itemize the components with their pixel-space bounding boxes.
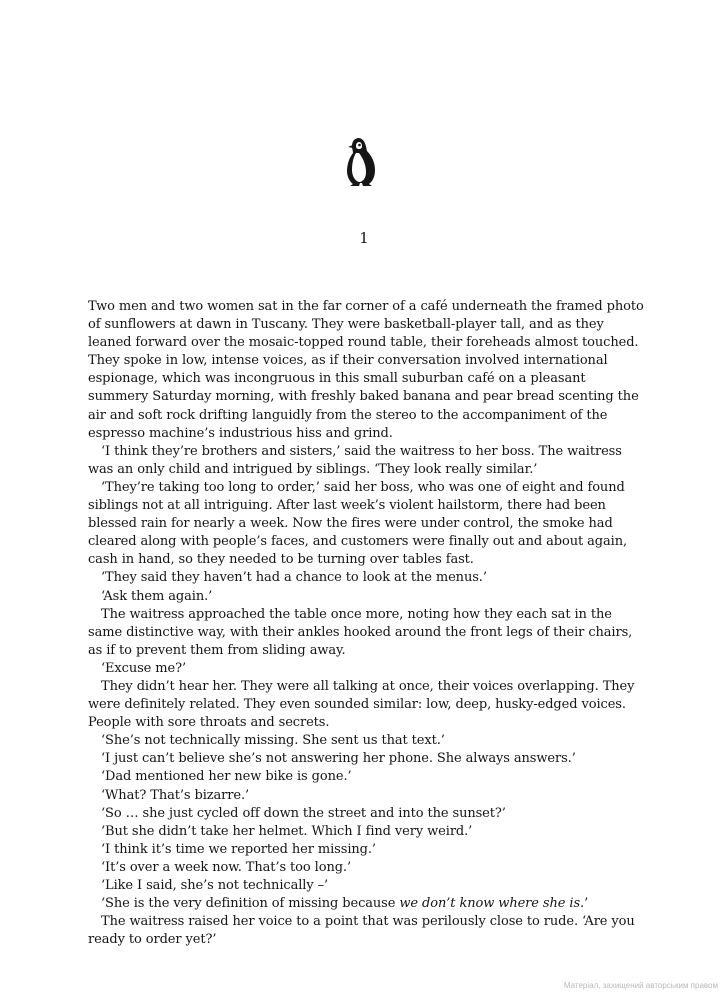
paragraph: ‘It’s over a week now. That’s too long.’ <box>101 859 352 875</box>
paragraph-text: ‘She is the very definition of missing because <box>101 896 400 912</box>
emphasized-text: we don’t know where she is. <box>399 896 585 912</box>
chapter-number: 1 <box>359 229 369 247</box>
paragraph: ‘I just can’t believe she’s not answering her phone. She always answers.’ <box>101 751 576 767</box>
paragraph: ‘I think they’re brothers and sisters,’ said the waitress to her boss. The waitress was an only child and intrigued by siblings. ‘They look really similar.’ <box>88 443 622 477</box>
copyright-watermark: Матеріал, захищений авторським правом <box>563 981 718 990</box>
paragraph: They didn’t hear her. They were all talking at once, their voices overlapping. They were definitely related. They even sounded similar: low, deep, husky-edged voices. People with sore throats and secrets. <box>88 678 635 731</box>
paragraph: The waitress approached the table once more, noting how they each sat in the same distinctive way, with their ankles hooked around the front legs of their chairs, as if to prevent them from sliding away. <box>88 606 633 658</box>
paragraph: ‘Ask them again.’ <box>101 588 213 604</box>
paragraph-text: ’ <box>584 896 589 912</box>
paragraph: ‘I think it’s time we reported her missing.’ <box>101 841 376 857</box>
paragraph: ‘Like I said, she’s not technically –’ <box>101 878 329 893</box>
paragraph: ‘Excuse me?’ <box>101 660 187 676</box>
paragraph: ‘What? That’s bizarre.’ <box>101 787 250 803</box>
paragraph: ‘She’s not technically missing. She sent us that text.’ <box>101 733 445 749</box>
paragraph: ‘They’re taking too long to order,’ said her boss, who was one of eight and found siblings not at all intriguing. After last week’s violent hailstorm, there had been blessed rain for nearly a week. Now the fires were under control, the smoke had cleared along with people’s faces, and customers were finally out and about again, cash in hand, so they needed to be turning over tables fast. <box>88 479 628 568</box>
paragraph: ‘But she didn’t take her helmet. Which I find very weird.’ <box>101 823 473 839</box>
paragraph-with-emphasis <box>88 895 648 913</box>
paragraph: ‘Dad mentioned her new bike is gone.’ <box>101 769 352 785</box>
paragraph: Two men and two women sat in the far corner of a café underneath the framed photo of sunflowers at dawn in Tuscany. They were basketball-player tall, and as they leaned forward over the mosaic-topped round table, their foreheads almost touched. They spoke in low, intense voices, as if their conversation involved international espionage, which was incongruous in this small suburban café on a pleasant summery Saturday morning, with freshly baked banana and pear bread scenting the air and soft rock drifting languidly from the stereo to the accompaniment of the espresso machine’s industrious hiss and grind. <box>88 299 644 441</box>
chapter-text <box>88 298 648 949</box>
paragraph: ‘So … she just cycled off down the street and into the sunset?’ <box>101 805 506 821</box>
paragraph: The waitress raised her voice to a point that was perilously close to rude. ‘Are you ready to order yet?’ <box>88 914 635 948</box>
penguin-icon <box>344 136 378 188</box>
paragraph: ‘They said they haven’t had a chance to look at the menus.’ <box>101 570 487 586</box>
